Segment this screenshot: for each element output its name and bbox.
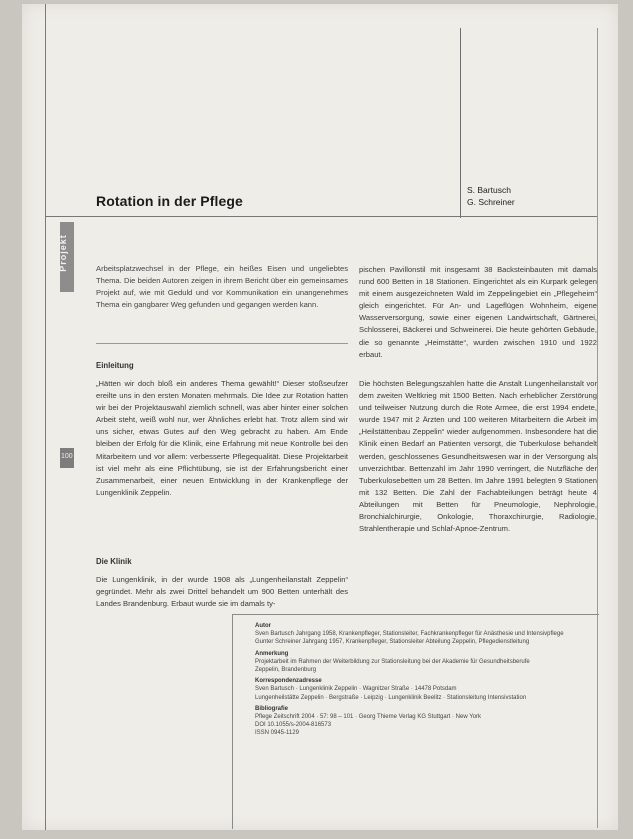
korrespondenz-label: Korrespondenzadresse [255,678,322,685]
anmerkung-label: Anmerkung [255,650,289,657]
bibliografie-line: ISSN 0945-1129 [255,730,299,737]
author-2: G. Schreiner [467,197,515,207]
page-number-box [60,448,74,468]
bibliografie-line: DOI 10.1055/s-2004-816573 [255,722,332,729]
header-divider [460,28,461,218]
korrespondenz-line: Sven Bartusch · Lungenklinik Zeppelin · Wagnitzer Straße · 14478 Potsdam [255,686,457,693]
paragraph-column2-bottom: Die höchsten Belegungszahlen hatte die Anstalt Lungenheilanstalt vor dem zweiten Weltkrieg mit 1500 Betten. Nach erheblicher Zerstörung und teilweiser Nutzung durch die Rote Armee, die erst 1994 endete, wurde 1947 mit 2 Ärzten und 100 weiteren Mitarbeitern die Arbeit im „Heilstättenbau Zeppelin“ wieder aufgenommen. Insbesondere hat die Klinik einen Bedarf an Patienten versorgt, die Tuberkulose behandelt werden, geschlossenes Gesundheitswesen war in der Versorgung als unverzichtbar. Bettenzahl im Jahr 1990 verringert, die Nutzfläche der Tuberkulosebetten um 28 Betten. Im Jahre 1991 belegten 9 Stationen mit 132 Betten. Die Zahl der Fachabteilungen beträgt heute 4 Abteilungen mit Betten für Pneumologie, Nephrologie, Bronchialchirurgie, Onkologie, Thoraxchirurgie, Radiologie, Strahlentherapie und Schlaf-Apnoe-Zentrum. [359,379,597,534]
heading-einleitung: Einleitung [96,361,134,370]
author-1: S. Bartusch [467,185,511,195]
paragraph-klinik: Die Lungenklinik, in der wurde 1908 als „Lungenheilanstalt Zeppelin“ gegründet. Mehr als zwei Drittel behandelt um 900 Betten unterhält des Landes Brandenburg. Erbaut wurde sie im damals ty- [96,575,348,609]
autor-line: Gunter Schreiner Jahrgang 1957, Krankenpfleger, Stationsleiter Abteilung Zeppelin, Pflegedienstleitung [255,639,530,646]
author-info-box [232,614,599,829]
lead-rule [96,343,348,344]
bibliografie-line: Pflege Zeitschrift 2004 · 57: 98 – 101 · Georg Thieme Verlag KG Stuttgart · New York [255,714,482,721]
heading-klinik: Die Klinik [96,557,132,566]
anmerkung-line: Projektarbeit im Rahmen der Weiterbildung zur Stationsleitung bei der Akademie für Gesundheitsberufe [255,658,530,665]
bibliografie-label: Bibliografie [255,705,289,712]
autor-line: Sven Bartusch Jahrgang 1958, Krankenpfleger, Stationsleiter, Fachkrankenpfleger für Anästhesie und Intensivpflege [255,631,564,638]
anmerkung-line: Zeppelin, Brandenburg [255,667,317,674]
page-number: 100 [61,453,73,460]
paragraph-column2-top: pischen Pavillonstil mit insgesamt 38 Backsteinbauten mit damals rund 600 Betten in 18 Stationen. Eingerichtet als ein Kurpark gelegen mit einem ausgezeichneten Wald im Zeppelingebiet ein „Pflegeheim“ gleich eingerichtet. Für An- und Lageflügen Wohnheim, eigene Wasserversorgung, sowie einer eigenen Landwirtschaft, Gärtnerei, Schlosserei, Bäckerei und Schweinerei. Die heute gehörten Gebäude, die so genannte „Heimstätte“, wurden zwischen 1910 und 1922 erbaut. [359,265,597,359]
autor-label: Autor [255,623,271,629]
article-authors [467,184,515,208]
paragraph-einleitung: „Hätten wir doch bloß ein anderes Thema gewählt!“ Dieser stoßseufzer ereilte uns in den ersten Monaten mehrmals. Die Idee zur Rotation hatten wir bei der Projektauswahl ziemlich schnell, was aber hinter einer solchen Arbeit steht, weiß wohl nur, wer Ähnliches erlebt hat. Trotz allem sind wir uns sicher, etwas Gutes auf den Weg gebracht zu haben. Am Ende bleiben der Erfolg für die Klinik, eine Erfahrung mit neue Kontrolle bei den Mitarbeitern und vor allem: verbesserte Pflegequalität. Diese Projektarbeit ist viel mehr als eine Pflichtübung, sie ist der Erfahrungsbericht einer Zusammenarbeit, einer neuen Entwicklung in der Krankenpflege der Lungenklinik Zeppelin. [96,379,348,497]
korrespondenz-line: Lungenheilstätte Zeppelin · Bergstraße · Leipzig · Lungenklinik Beelitz · Stationsleitung Intensivstation [255,694,527,701]
article-title: Rotation in der Pflege [96,193,243,209]
header-rule [45,216,597,217]
section-tab-label: Projekt [57,234,68,272]
left-margin-rule [45,4,46,830]
lead-paragraph: Arbeitsplatzwechsel in der Pflege, ein heißes Eisen und ungeliebtes Thema. Die beiden Autoren zeigen in ihrem Bericht über ein gemeinsames Projekt auf, wie mit Geduld und vor Kommunikation ein unangenehmes Thema ein gangbarer Weg gefunden und gegangen werden kann. [96,264,348,310]
section-tab [57,222,74,292]
